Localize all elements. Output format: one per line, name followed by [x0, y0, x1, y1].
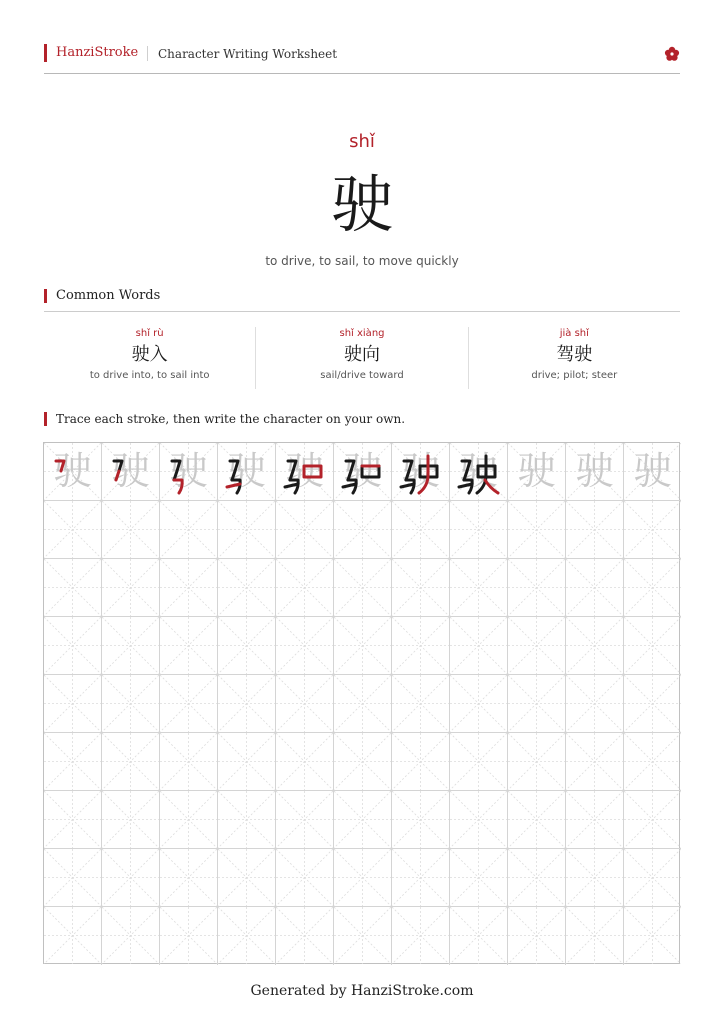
- cell-guide-lines: [102, 733, 159, 790]
- cell-guide-lines: [44, 675, 101, 732]
- practice-cell[interactable]: [44, 675, 102, 733]
- practice-cell[interactable]: [160, 733, 218, 791]
- ghost-character: 驶: [227, 449, 266, 493]
- cell-guide-lines: [276, 733, 333, 790]
- word-pinyin: jià shǐ: [559, 328, 589, 339]
- cell-guide-lines: [276, 617, 333, 674]
- cell-guide-lines: [160, 675, 217, 732]
- practice-cell[interactable]: [624, 675, 681, 733]
- cell-guide-lines: [44, 791, 101, 848]
- cell-guide-lines: [334, 849, 391, 906]
- practice-cell[interactable]: [450, 907, 508, 965]
- cell-guide-lines: [218, 791, 275, 848]
- previous-stroke: [346, 461, 354, 471]
- trace-cell[interactable]: [218, 443, 276, 501]
- cell-guide-lines: [218, 733, 275, 790]
- cell-guide-lines: [392, 849, 449, 906]
- previous-stroke: [401, 484, 414, 487]
- cell-guide-lines: [624, 559, 681, 616]
- cell-guide-lines: [276, 501, 333, 558]
- ghost-character: 驶: [517, 449, 556, 493]
- character-pinyin: shǐ: [349, 131, 375, 152]
- practice-row: [44, 617, 679, 675]
- cell-guide-lines: [44, 733, 101, 790]
- practice-cell[interactable]: [566, 849, 624, 907]
- practice-cell[interactable]: [102, 617, 160, 675]
- trace-cell[interactable]: [44, 443, 102, 501]
- practice-cell[interactable]: [450, 791, 508, 849]
- cell-guide-lines: [44, 501, 101, 558]
- stroke-order-row: [44, 443, 679, 501]
- cell-guide-lines: [276, 791, 333, 848]
- practice-cell[interactable]: [508, 617, 566, 675]
- practice-cell[interactable]: [160, 617, 218, 675]
- cell-guide-lines: [566, 559, 623, 616]
- previous-stroke: [230, 461, 238, 471]
- common-word-item: [256, 327, 468, 389]
- cell-guide-lines: [566, 501, 623, 558]
- current-stroke: [116, 471, 119, 480]
- practice-cell[interactable]: [218, 907, 276, 965]
- brand-name[interactable]: HanziStroke: [44, 44, 138, 62]
- header-divider: [147, 46, 148, 61]
- practice-cell[interactable]: [218, 617, 276, 675]
- cell-guide-lines: [566, 907, 623, 964]
- word-chars: 驶入: [131, 344, 168, 365]
- practice-cell[interactable]: [624, 559, 681, 617]
- cell-guide-lines: [624, 849, 681, 906]
- practice-cell[interactable]: [102, 559, 160, 617]
- practice-cell[interactable]: [566, 907, 624, 965]
- previous-stroke: [459, 484, 472, 487]
- practice-cell[interactable]: [392, 849, 450, 907]
- common-words-title: Common Words: [44, 289, 160, 303]
- practice-cell[interactable]: [392, 559, 450, 617]
- practice-cell[interactable]: [102, 501, 160, 559]
- practice-row: [44, 733, 679, 791]
- word-meaning: sail/drive toward: [320, 370, 404, 381]
- practice-cell[interactable]: [624, 501, 681, 559]
- practice-cell[interactable]: [218, 501, 276, 559]
- cell-guide-lines: [508, 617, 565, 674]
- cell-guide-lines: [160, 617, 217, 674]
- practice-cell[interactable]: [624, 733, 681, 791]
- practice-cell[interactable]: [102, 849, 160, 907]
- cell-guide-lines: [450, 617, 507, 674]
- cell-guide-lines: [160, 791, 217, 848]
- ghost-character: 驶: [575, 449, 614, 493]
- trace-cell[interactable]: [566, 443, 624, 501]
- practice-cell[interactable]: [624, 849, 681, 907]
- trace-cell[interactable]: [334, 443, 392, 501]
- practice-row: [44, 907, 679, 965]
- practice-cell[interactable]: [508, 907, 566, 965]
- cell-guide-lines: [450, 733, 507, 790]
- practice-cell[interactable]: [450, 501, 508, 559]
- practice-cell[interactable]: [508, 675, 566, 733]
- cell-guide-lines: [392, 617, 449, 674]
- ghost-character: 驶: [111, 449, 150, 493]
- common-word-item: [44, 327, 256, 389]
- practice-cell[interactable]: [624, 617, 681, 675]
- current-stroke: [304, 466, 321, 477]
- practice-cell[interactable]: [160, 559, 218, 617]
- practice-row: [44, 849, 679, 907]
- cell-guide-lines: [102, 675, 159, 732]
- practice-cell[interactable]: [392, 907, 450, 965]
- practice-cell[interactable]: [508, 501, 566, 559]
- practice-cell[interactable]: [334, 617, 392, 675]
- practice-cell[interactable]: [218, 559, 276, 617]
- practice-cell[interactable]: [450, 559, 508, 617]
- practice-cell[interactable]: [44, 791, 102, 849]
- stroke-step-1: [44, 443, 101, 500]
- cell-guide-lines: [450, 675, 507, 732]
- current-stroke: [56, 461, 64, 471]
- practice-cell[interactable]: [450, 733, 508, 791]
- cell-guide-lines: [566, 675, 623, 732]
- practice-cell[interactable]: [334, 559, 392, 617]
- practice-cell[interactable]: [566, 791, 624, 849]
- ghost-character: 驶: [633, 449, 672, 493]
- cell-guide-lines: [508, 791, 565, 848]
- stroke-step-2: [102, 443, 159, 500]
- practice-cell[interactable]: [566, 617, 624, 675]
- cell-guide-lines: [276, 849, 333, 906]
- previous-stroke: [343, 484, 356, 487]
- cell-guide-lines: [44, 559, 101, 616]
- cell-guide-lines: [450, 791, 507, 848]
- cell-guide-lines: [218, 501, 275, 558]
- current-stroke: [227, 484, 240, 487]
- character-meaning: to drive, to sail, to move quickly: [265, 254, 459, 268]
- cell-guide-lines: [276, 907, 333, 964]
- practice-cell[interactable]: [392, 501, 450, 559]
- practice-cell[interactable]: [508, 791, 566, 849]
- previous-stroke: [114, 461, 122, 471]
- word-pinyin: shǐ xiàng: [339, 328, 385, 339]
- ghost-character: 驶: [285, 449, 324, 493]
- practice-cell[interactable]: [218, 791, 276, 849]
- character-hero: [0, 130, 724, 268]
- cell-guide-lines: [508, 733, 565, 790]
- footer-credit: Generated by HanziStroke.com: [250, 983, 474, 999]
- current-stroke: [485, 480, 498, 493]
- trace-instruction: Trace each stroke, then write the character on your own.: [44, 412, 405, 426]
- practice-cell[interactable]: [334, 675, 392, 733]
- stroke-step-6: [334, 443, 391, 500]
- plum-blossom-icon: [664, 46, 680, 62]
- cell-guide-lines: [334, 791, 391, 848]
- cell-guide-lines: [508, 675, 565, 732]
- ghost-character: 驶: [401, 449, 440, 493]
- practice-cell[interactable]: [334, 733, 392, 791]
- cell-guide-lines: [450, 501, 507, 558]
- practice-row: [44, 501, 679, 559]
- cell-guide-lines: [624, 791, 681, 848]
- previous-stroke: [462, 461, 470, 471]
- practice-cell[interactable]: [218, 849, 276, 907]
- practice-cell[interactable]: [508, 559, 566, 617]
- trace-cell[interactable]: [450, 443, 508, 501]
- practice-cell[interactable]: [276, 907, 334, 965]
- cell-guide-lines: [624, 675, 681, 732]
- practice-cell[interactable]: [102, 791, 160, 849]
- practice-cell[interactable]: [44, 733, 102, 791]
- stroke-step-4: [218, 443, 275, 500]
- cell-guide-lines: [218, 907, 275, 964]
- cell-guide-lines: [160, 733, 217, 790]
- cell-guide-lines: [450, 907, 507, 964]
- worksheet-header: [44, 44, 680, 74]
- ghost-character: 驶: [53, 449, 92, 493]
- cell-guide-lines: [160, 501, 217, 558]
- common-words-list: [44, 327, 680, 389]
- practice-cell[interactable]: [450, 617, 508, 675]
- practice-cell[interactable]: [218, 733, 276, 791]
- cell-guide-lines: [392, 501, 449, 558]
- practice-cell[interactable]: [450, 675, 508, 733]
- practice-cell[interactable]: [44, 559, 102, 617]
- word-pinyin: shǐ rù: [135, 328, 164, 339]
- practice-cell[interactable]: [102, 733, 160, 791]
- cell-guide-lines: [566, 617, 623, 674]
- practice-cell[interactable]: [334, 791, 392, 849]
- practice-cell[interactable]: [566, 675, 624, 733]
- stroke-step-3: [160, 443, 217, 500]
- trace-cell[interactable]: [508, 443, 566, 501]
- trace-cell[interactable]: [276, 443, 334, 501]
- practice-cell[interactable]: [276, 501, 334, 559]
- cell-guide-lines: [450, 849, 507, 906]
- cell-guide-lines: [102, 791, 159, 848]
- practice-grid: [43, 442, 680, 964]
- worksheet-subtitle: Character Writing Worksheet: [158, 47, 338, 61]
- cell-guide-lines: [624, 617, 681, 674]
- cell-guide-lines: [334, 501, 391, 558]
- cell-guide-lines: [450, 559, 507, 616]
- practice-cell[interactable]: [334, 849, 392, 907]
- previous-stroke: [404, 461, 412, 471]
- cell-guide-lines: [566, 791, 623, 848]
- common-words-divider: [44, 311, 680, 312]
- trace-cell[interactable]: [392, 443, 450, 501]
- practice-cell[interactable]: [566, 733, 624, 791]
- ghost-character: 驶: [169, 449, 208, 493]
- practice-cell[interactable]: [508, 849, 566, 907]
- practice-cell[interactable]: [44, 501, 102, 559]
- cell-guide-lines: [102, 617, 159, 674]
- cell-guide-lines: [392, 791, 449, 848]
- practice-cell[interactable]: [160, 907, 218, 965]
- practice-cell[interactable]: [450, 849, 508, 907]
- cell-guide-lines: [334, 675, 391, 732]
- cell-guide-lines: [508, 559, 565, 616]
- cell-guide-lines: [160, 849, 217, 906]
- cell-guide-lines: [102, 849, 159, 906]
- practice-row: [44, 559, 679, 617]
- cell-guide-lines: [392, 559, 449, 616]
- practice-cell[interactable]: [276, 617, 334, 675]
- practice-cell[interactable]: [392, 791, 450, 849]
- practice-cell[interactable]: [160, 675, 218, 733]
- practice-cell[interactable]: [276, 791, 334, 849]
- cell-guide-lines: [44, 617, 101, 674]
- cell-guide-lines: [218, 675, 275, 732]
- practice-cell[interactable]: [392, 617, 450, 675]
- practice-cell[interactable]: [276, 849, 334, 907]
- cell-guide-lines: [44, 907, 101, 964]
- practice-cell[interactable]: [44, 617, 102, 675]
- cell-guide-lines: [392, 733, 449, 790]
- trace-cell[interactable]: [102, 443, 160, 501]
- stroke-step-7: [392, 443, 449, 500]
- practice-cell[interactable]: [276, 733, 334, 791]
- previous-stroke: [172, 461, 180, 471]
- cell-guide-lines: [624, 733, 681, 790]
- practice-cell[interactable]: [624, 791, 681, 849]
- cell-guide-lines: [102, 501, 159, 558]
- stroke-step-8: [450, 443, 507, 500]
- cell-guide-lines: [334, 559, 391, 616]
- current-stroke: [174, 480, 182, 493]
- practice-cell[interactable]: [160, 791, 218, 849]
- character-hanzi: 驶: [330, 168, 393, 241]
- practice-cell[interactable]: [334, 501, 392, 559]
- previous-stroke: [362, 466, 379, 477]
- practice-cell[interactable]: [276, 559, 334, 617]
- word-chars: 驶向: [343, 344, 380, 365]
- cell-guide-lines: [102, 559, 159, 616]
- practice-cell[interactable]: [392, 733, 450, 791]
- ghost-character: 驶: [459, 449, 498, 493]
- cell-guide-lines: [276, 675, 333, 732]
- practice-cell[interactable]: [218, 675, 276, 733]
- practice-cell[interactable]: [160, 501, 218, 559]
- practice-row: [44, 675, 679, 733]
- practice-cell[interactable]: [566, 559, 624, 617]
- cell-guide-lines: [392, 675, 449, 732]
- ghost-character: 驶: [343, 449, 382, 493]
- practice-cell[interactable]: [566, 501, 624, 559]
- practice-cell[interactable]: [102, 675, 160, 733]
- practice-cell[interactable]: [392, 675, 450, 733]
- cell-guide-lines: [334, 907, 391, 964]
- practice-cell[interactable]: [276, 675, 334, 733]
- previous-stroke: [288, 461, 296, 471]
- stroke-step-5: [276, 443, 333, 500]
- practice-cell[interactable]: [624, 907, 681, 965]
- practice-cell[interactable]: [102, 907, 160, 965]
- practice-cell[interactable]: [508, 733, 566, 791]
- previous-stroke: [285, 484, 298, 487]
- cell-guide-lines: [566, 849, 623, 906]
- word-meaning: drive; pilot; steer: [531, 370, 618, 381]
- cell-guide-lines: [218, 849, 275, 906]
- word-meaning: to drive into, to sail into: [89, 370, 210, 381]
- practice-cell[interactable]: [334, 907, 392, 965]
- practice-row: [44, 791, 679, 849]
- cell-guide-lines: [508, 501, 565, 558]
- cell-guide-lines: [102, 907, 159, 964]
- practice-cell[interactable]: [44, 907, 102, 965]
- cell-guide-lines: [624, 907, 681, 964]
- cell-guide-lines: [566, 733, 623, 790]
- practice-cell[interactable]: [44, 849, 102, 907]
- common-word-item: [469, 327, 680, 389]
- cell-guide-lines: [624, 501, 681, 558]
- trace-cell[interactable]: [160, 443, 218, 501]
- cell-guide-lines: [276, 559, 333, 616]
- practice-cell[interactable]: [160, 849, 218, 907]
- cell-guide-lines: [334, 733, 391, 790]
- cell-guide-lines: [160, 907, 217, 964]
- cell-guide-lines: [392, 907, 449, 964]
- word-chars: 驾驶: [556, 344, 593, 365]
- trace-cell[interactable]: [624, 443, 681, 501]
- cell-guide-lines: [218, 559, 275, 616]
- cell-guide-lines: [44, 849, 101, 906]
- cell-guide-lines: [160, 559, 217, 616]
- cell-guide-lines: [218, 617, 275, 674]
- cell-guide-lines: [334, 617, 391, 674]
- cell-guide-lines: [508, 849, 565, 906]
- cell-guide-lines: [508, 907, 565, 964]
